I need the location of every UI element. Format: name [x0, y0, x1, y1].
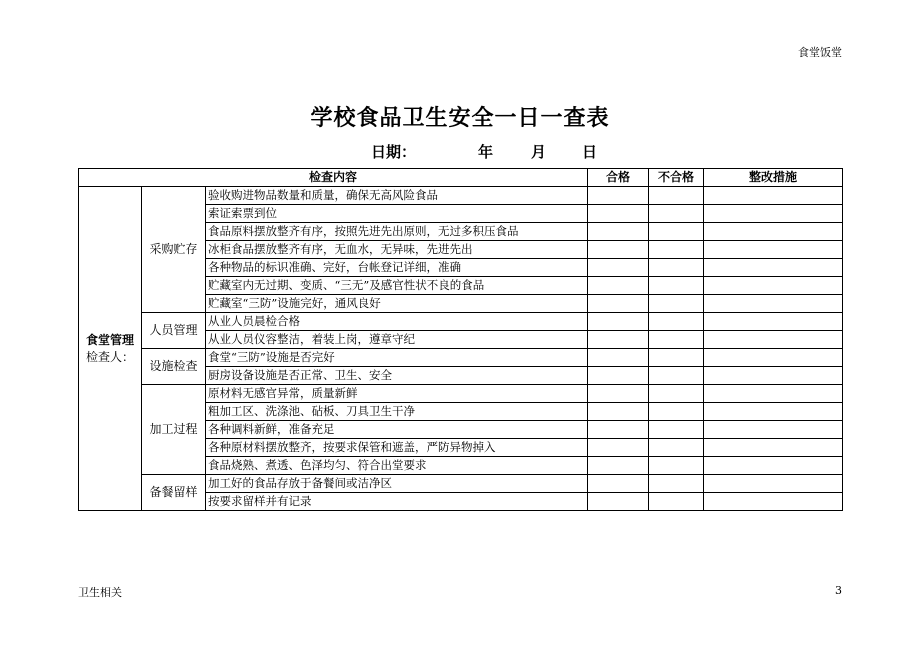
- fail-cell[interactable]: [649, 475, 704, 493]
- fix-cell[interactable]: [704, 313, 843, 331]
- fail-cell[interactable]: [649, 331, 704, 349]
- table-row: [79, 313, 843, 331]
- pass-cell[interactable]: [588, 277, 649, 295]
- fail-cell[interactable]: [649, 457, 704, 475]
- fail-cell[interactable]: [649, 421, 704, 439]
- page-title: 学校食品卫生安全一日一查表: [310, 105, 610, 131]
- date-month: 月: [531, 143, 547, 161]
- check-item: 各种调料新鲜，准备充足: [206, 421, 588, 439]
- check-item: 验收购进物品数量和质量，确保无高风险食品: [206, 187, 588, 205]
- table-row: [79, 349, 843, 367]
- pass-cell[interactable]: [588, 367, 649, 385]
- table-row: [79, 475, 843, 493]
- table-row: [79, 385, 843, 403]
- pass-cell[interactable]: [588, 295, 649, 313]
- footer-left-text: 卫生相关: [78, 586, 122, 599]
- fix-cell[interactable]: [704, 385, 843, 403]
- check-item: 粗加工区、洗涤池、砧板、刀具卫生干净: [206, 403, 588, 421]
- page-number: 3: [835, 584, 842, 597]
- fix-cell[interactable]: [704, 457, 843, 475]
- pass-cell[interactable]: [588, 313, 649, 331]
- check-item: 食品烧熟、煮透、色泽均匀、符合出堂要求: [206, 457, 588, 475]
- pass-cell[interactable]: [588, 241, 649, 259]
- check-item: 各种原材料摆放整齐，按要求保管和遮盖，严防异物掉入: [206, 439, 588, 457]
- header-right-text: 食堂饭堂: [798, 46, 842, 59]
- fail-cell[interactable]: [649, 241, 704, 259]
- header-pass: 合格: [588, 169, 649, 187]
- pass-cell[interactable]: [588, 385, 649, 403]
- fix-cell[interactable]: [704, 493, 843, 511]
- table-header-row: [79, 169, 843, 187]
- pass-cell[interactable]: [588, 493, 649, 511]
- check-item: 厨房设备设施是否正常、卫生、安全: [206, 367, 588, 385]
- group-name: 加工过程: [142, 385, 206, 475]
- check-item: 按要求留样并有记录: [206, 493, 588, 511]
- pass-cell[interactable]: [588, 205, 649, 223]
- date-day: 日: [582, 143, 598, 161]
- fix-cell[interactable]: [704, 277, 843, 295]
- group-name: 设施检查: [142, 349, 206, 385]
- inspector-label: 检查人：: [85, 349, 134, 364]
- fix-cell[interactable]: [704, 475, 843, 493]
- group-name: 人员管理: [142, 313, 206, 349]
- fix-cell[interactable]: [704, 205, 843, 223]
- check-item: 各种物品的标识准确、完好，台帐登记详细，准确: [206, 259, 588, 277]
- pass-cell[interactable]: [588, 349, 649, 367]
- pass-cell[interactable]: [588, 475, 649, 493]
- fail-cell[interactable]: [649, 439, 704, 457]
- fix-cell[interactable]: [704, 223, 843, 241]
- check-item: 冰柜食品摆放整齐有序，无血水，无异味，先进先出: [206, 241, 588, 259]
- fail-cell[interactable]: [649, 403, 704, 421]
- fail-cell[interactable]: [649, 295, 704, 313]
- fail-cell[interactable]: [649, 277, 704, 295]
- category-cell: [79, 187, 142, 511]
- table-row: [79, 187, 843, 205]
- fix-cell[interactable]: [704, 295, 843, 313]
- date-label: 日期：: [371, 143, 417, 161]
- check-item: 索证索票到位: [206, 205, 588, 223]
- fix-cell[interactable]: [704, 349, 843, 367]
- fix-cell[interactable]: [704, 403, 843, 421]
- category-name: 食堂管理: [85, 332, 134, 347]
- check-item: 原材料无感官异常，质量新鲜: [206, 385, 588, 403]
- fail-cell[interactable]: [649, 187, 704, 205]
- header-fix: 整改措施: [704, 169, 843, 187]
- header-fail: 不合格: [649, 169, 704, 187]
- pass-cell[interactable]: [588, 403, 649, 421]
- pass-cell[interactable]: [588, 457, 649, 475]
- fail-cell[interactable]: [649, 493, 704, 511]
- date-year: 年: [478, 143, 494, 161]
- fix-cell[interactable]: [704, 187, 843, 205]
- group-name: 采购贮存: [142, 187, 206, 313]
- check-item: 加工好的食品存放于备餐间或洁净区: [206, 475, 588, 493]
- check-item: 贮藏室“三防”设施完好，通风良好: [206, 295, 588, 313]
- header-content: 检查内容: [79, 169, 588, 187]
- fail-cell[interactable]: [649, 205, 704, 223]
- pass-cell[interactable]: [588, 259, 649, 277]
- fix-cell[interactable]: [704, 439, 843, 457]
- fail-cell[interactable]: [649, 349, 704, 367]
- date-line: [371, 141, 597, 162]
- check-item: 食堂“三防”设施是否完好: [206, 349, 588, 367]
- fail-cell[interactable]: [649, 385, 704, 403]
- pass-cell[interactable]: [588, 331, 649, 349]
- pass-cell[interactable]: [588, 223, 649, 241]
- fix-cell[interactable]: [704, 241, 843, 259]
- fix-cell[interactable]: [704, 421, 843, 439]
- fix-cell[interactable]: [704, 259, 843, 277]
- check-item: 从业人员仪容整洁，着装上岗，遵章守纪: [206, 331, 588, 349]
- pass-cell[interactable]: [588, 421, 649, 439]
- fix-cell[interactable]: [704, 367, 843, 385]
- fail-cell[interactable]: [649, 259, 704, 277]
- inspection-table: [78, 168, 843, 511]
- check-item: 贮藏室内无过期、变质、“三无”及感官性状不良的食品: [206, 277, 588, 295]
- fail-cell[interactable]: [649, 223, 704, 241]
- group-name: 备餐留样: [142, 475, 206, 511]
- fail-cell[interactable]: [649, 313, 704, 331]
- fail-cell[interactable]: [649, 367, 704, 385]
- pass-cell[interactable]: [588, 187, 649, 205]
- pass-cell[interactable]: [588, 439, 649, 457]
- check-item: 从业人员晨检合格: [206, 313, 588, 331]
- check-item: 食品原料摆放整齐有序，按照先进先出原则，无过多积压食品: [206, 223, 588, 241]
- fix-cell[interactable]: [704, 331, 843, 349]
